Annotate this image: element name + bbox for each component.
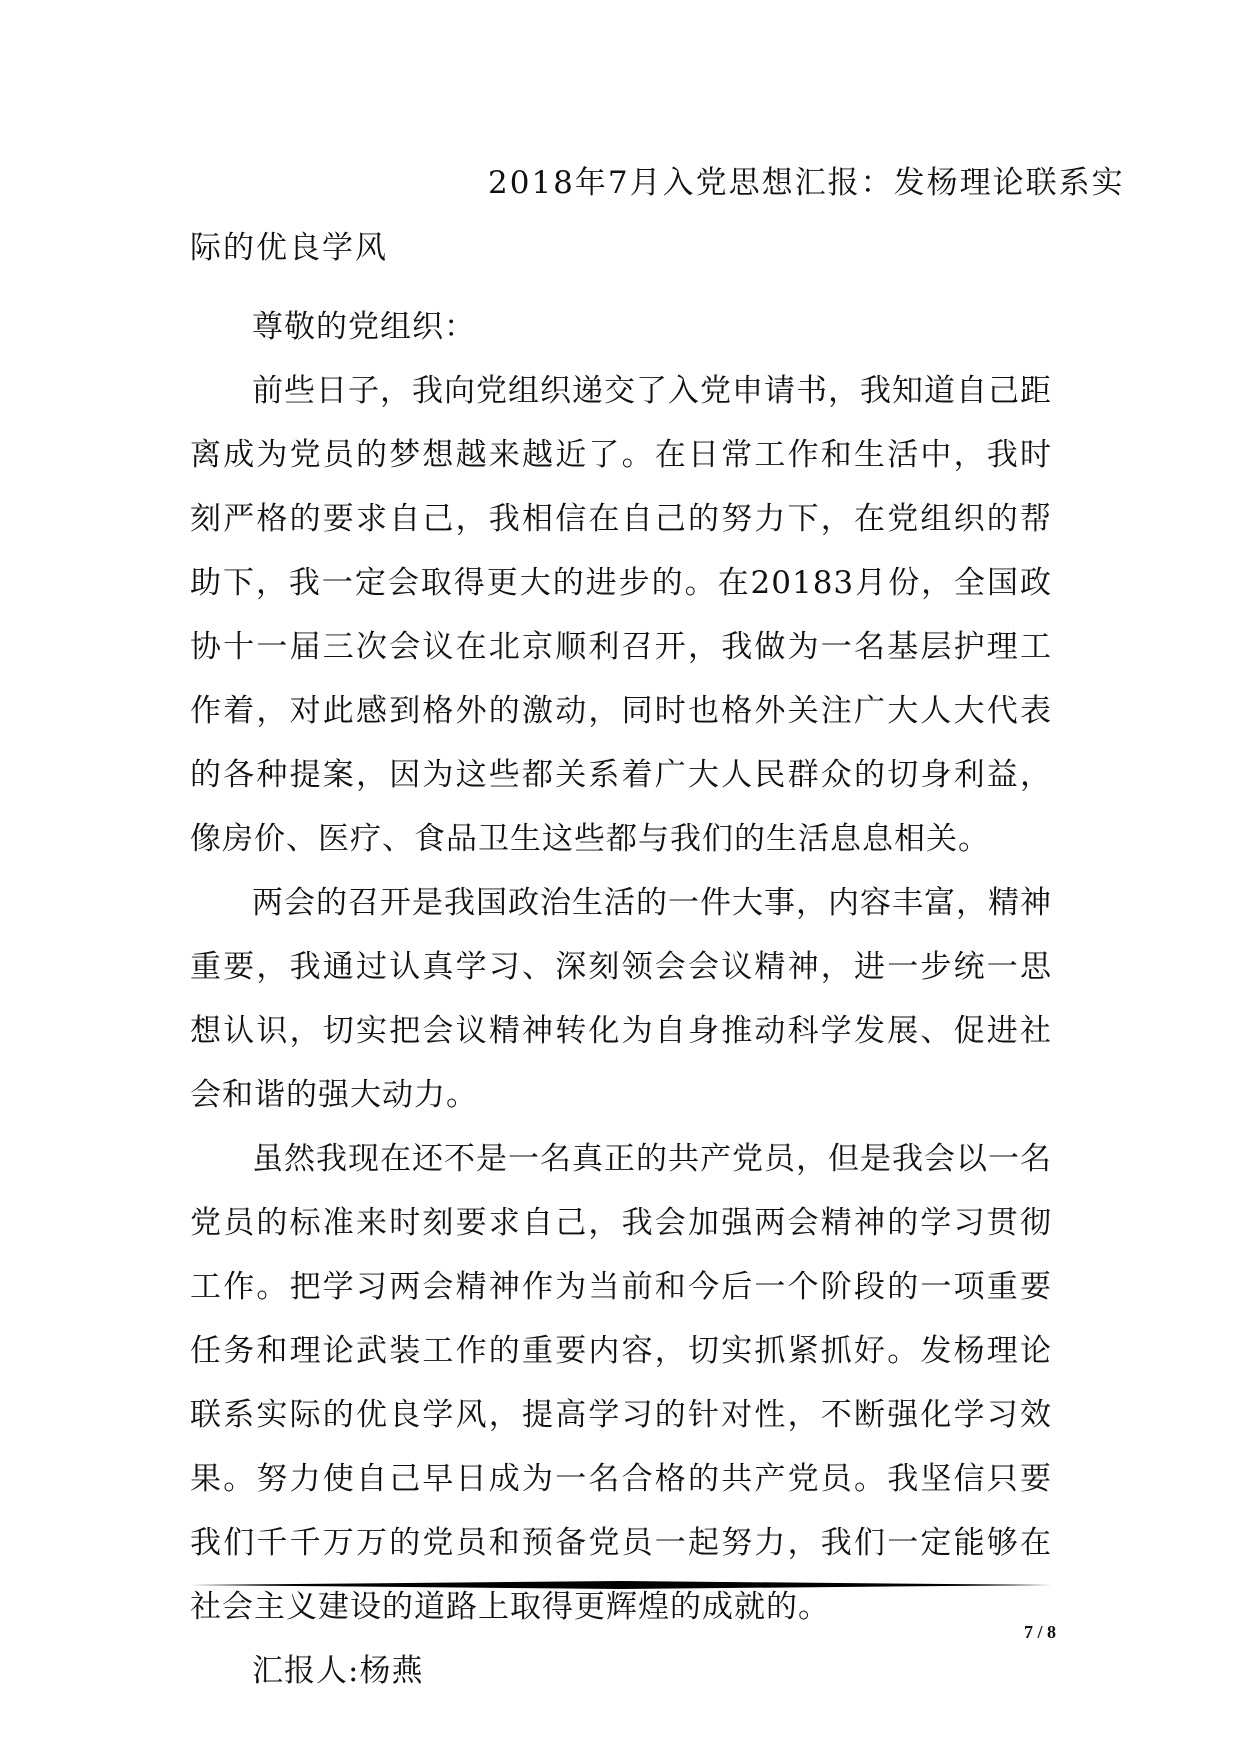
salutation: 尊敬的党组织：	[252, 309, 476, 345]
paragraph-2: 两会的召开是我国政治生活的一件大事，内容丰富，精神重要，我通过认真学习、深刻领会会议精神，进一步统一思想认识，切实把会议精神转化为自身推动科学发展、促进社会和谐的强大动力。	[190, 885, 1052, 1113]
signature: 汇报人:杨燕	[252, 1653, 424, 1689]
document-body	[190, 295, 1052, 1703]
paragraph-1: 前些日子，我向党组织递交了入党申请书，我知道自己距离成为党员的梦想越来越近了。在日常工作和生活中，我时刻严格的要求自己，我相信在自己的努力下，在党组织的帮助下，我一定会取得更大的进步的。在20183月份，全国政协十一届三次会议在北京顺利召开，我做为一名基层护理工作着，对此感到格外的激动，同时也格外关注广大人大代表的各种提案，因为这些都关系着广大人民群众的切身利益，像房价、医疗、食品卫生这些都与我们的生活息息相关。	[190, 373, 1052, 857]
paragraph-3: 虽然我现在还不是一名真正的共产党员，但是我会以一名党员的标准来时刻要求自己，我会加强两会精神的学习贯彻工作。把学习两会精神作为当前和今后一个阶段的一项重要任务和理论武装工作的重要内容，切实抓紧抓好。发杨理论联系实际的优良学风，提高学习的针对性，不断强化学习效果。努力使自己早日成为一名合格的共产党员。我坚信只要我们千千万万的党员和预备党员一起努力，我们一定能够在社会主义建设的道路上取得更辉煌的成就的。	[190, 1141, 1052, 1625]
footer-divider	[190, 1580, 1052, 1590]
document-title-line-1: 2018年7月入党思想汇报：发杨理论联系实	[488, 165, 1125, 201]
page-number: 7 / 8	[1023, 1622, 1056, 1642]
document-title-line-2: 际的优良学风	[190, 230, 388, 266]
